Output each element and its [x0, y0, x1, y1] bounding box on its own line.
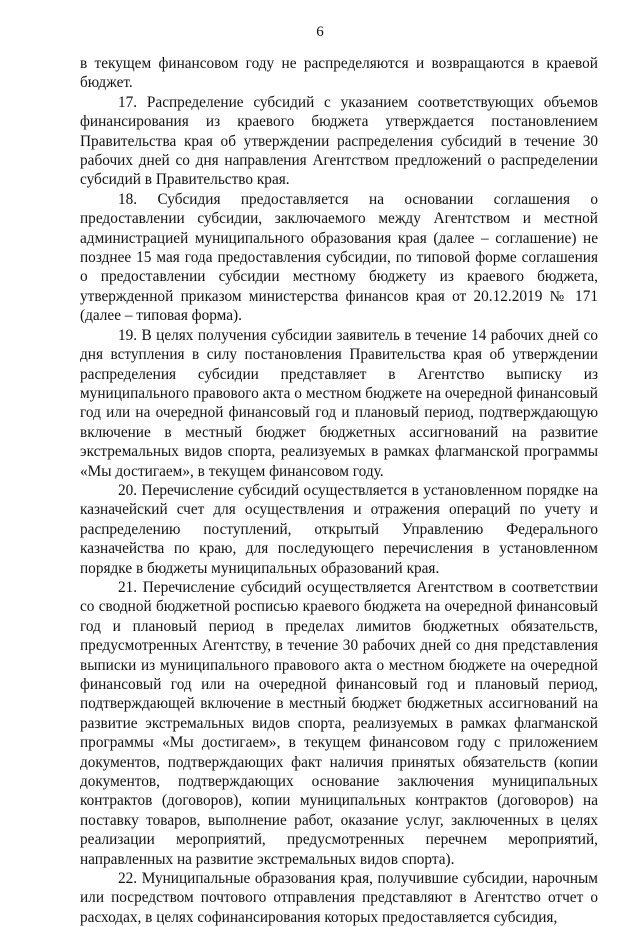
- page-number: 6: [316, 24, 324, 40]
- paragraph-22: 22. Муниципальные образования края, получившие субсидии, нарочным или посредством почтового отправления представляют в Агентство отчет о расходах, в целях софинансирования которых предоставляется субсидия,: [80, 870, 598, 926]
- paragraph-17: 17. Распределение субсидий с указанием соответствующих объемов финансирования из краевого бюджета утверждается постановлением Правительства края об утверждении распределения субсидий в течение 30 рабочих дней со дня направления Агентством предложений о распределении субсидий в Правительство края.: [80, 93, 598, 189]
- paragraph-21: 21. Перечисление субсидий осуществляется Агентством в соответствии со сводной бюджетной росписью краевого бюджета на очередной финансовый год и плановый период в пределах лимитов бюджетных обязательств, предусмотренных Агентству, в течение 30 рабочих дней со дня представления выписки из муниципального правового акта о местном бюджете на очередной финансовый год или на очередной финансовый год и плановый период, подтверждающей включение в местный бюджет бюджетных ассигнований на развитие экстремальных видов спорта, реализуемых в рамках флагманской программы «Мы достигаем», в текущем финансовом году с приложением документов, подтверждающих факт наличия принятых обязательств (копии документов, подтверждающих основание заключения муниципальных контрактов (договоров), копии муниципальных контрактов (договоров) на поставку товаров, выполнение работ, оказание услуг, заключенных в целях реализации мероприятий, предусмотренных перечнем мероприятий, направленных на развитие экстремальных видов спорта).: [80, 578, 598, 868]
- paragraph-continuation: в текущем финансовом году не распределяются и возвращаются в краевой бюджет.: [80, 55, 598, 92]
- paragraph-18: 18. Субсидия предоставляется на основании соглашения о предоставлении субсидии, заключаемого между Агентством и местной администрацией муниципального образования края (далее – соглашение) не позднее 15 мая года предоставления субсидии, по типовой форме соглашения о предоставлении субсидии местному бюджету из краевого бюджета, утвержденной приказом министерства финансов края от 20.12.2019 № 171 (далее – типовая форма).: [80, 190, 598, 325]
- paragraph-20: 20. Перечисление субсидий осуществляется в установленном порядке на казначейский счет для осуществления и отражения операций по учету и распределению поступлений, открытый Управлению Федерального казначейства по краю, для последующего перечисления в установленном порядке в бюджеты муниципальных образований края.: [80, 481, 598, 577]
- paragraph-19: 19. В целях получения субсидии заявитель в течение 14 рабочих дней со дня вступления в силу постановления Правительства края об утверждении распределения субсидии представляет в Агентство выписку из муниципального правового акта о местном бюджете на очередной финансовый год или на очередной финансовый год и плановый период, подтверждающую включение в местный бюджет бюджетных ассигнований на развитие экстремальных видов спорта, реализуемых в рамках флагманской программы «Мы достигаем», в текущем финансовом году.: [80, 326, 598, 480]
- document-body: [80, 54, 598, 927]
